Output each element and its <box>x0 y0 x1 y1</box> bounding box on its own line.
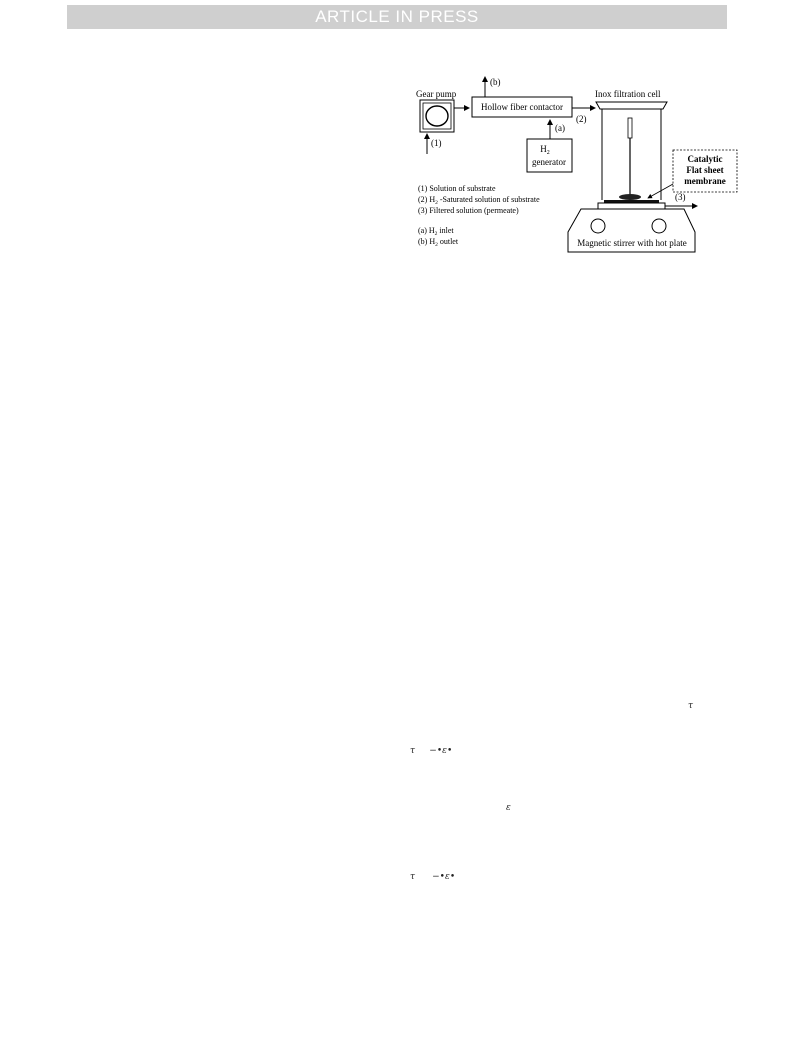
contactor-label: Hollow fiber contactor <box>481 102 563 112</box>
stirrer-knob-left-icon <box>591 219 605 233</box>
label-3: (3) <box>675 192 686 202</box>
gear-pump-rotor-icon <box>426 106 448 126</box>
label-2: (2) <box>576 114 587 124</box>
equation-fragment-2: τ −•ε• <box>410 872 456 882</box>
h2-generator-label-top: $H_2$ <box>540 144 550 156</box>
legend-item-3: (3) Filtered solution (permeate) <box>418 206 519 215</box>
legend-item-b: (b) $H_2$ outlet <box>418 237 459 248</box>
membrane-label-line3: membrane <box>684 176 726 186</box>
stirrer-label: Magnetic stirrer with hot plate <box>577 238 687 248</box>
legend-item-2: (2) $H_2$ -Saturated solution of substrate <box>418 195 540 206</box>
stirrer-shaft-top <box>628 118 632 138</box>
article-in-press-banner <box>67 5 727 29</box>
membrane-label-line1: Catalytic <box>687 154 723 164</box>
gear-pump-outer-box <box>420 100 454 132</box>
equation-fragment-1: τ −•ε• <box>410 746 453 756</box>
legend-item-1: (1) Solution of substrate <box>418 184 496 193</box>
symbol-epsilon: ε <box>506 803 511 813</box>
label-a: (a) <box>555 123 565 133</box>
filtration-cell-lid <box>596 102 667 109</box>
membrane-label-line2: Flat sheet <box>686 165 724 175</box>
h2-generator-label-bottom: generator <box>532 157 566 167</box>
filtration-cell-base <box>598 203 665 209</box>
filtration-cell-label: Inox filtration cell <box>595 89 661 99</box>
figure-legend <box>418 184 540 248</box>
symbol-tau: τ <box>688 701 693 711</box>
gear-pump-inner-box <box>423 103 451 129</box>
gear-pump-label: Gear pump <box>416 89 457 99</box>
stirrer-bar <box>619 194 641 200</box>
experimental-setup-figure <box>405 72 745 262</box>
legend-item-a: (a) $H_2$ inlet <box>418 226 454 237</box>
banner-text: ARTICLE IN PRESS <box>315 7 479 26</box>
label-1: (1) <box>431 138 442 148</box>
stirrer-knob-right-icon <box>652 219 666 233</box>
label-b: (b) <box>490 77 501 87</box>
